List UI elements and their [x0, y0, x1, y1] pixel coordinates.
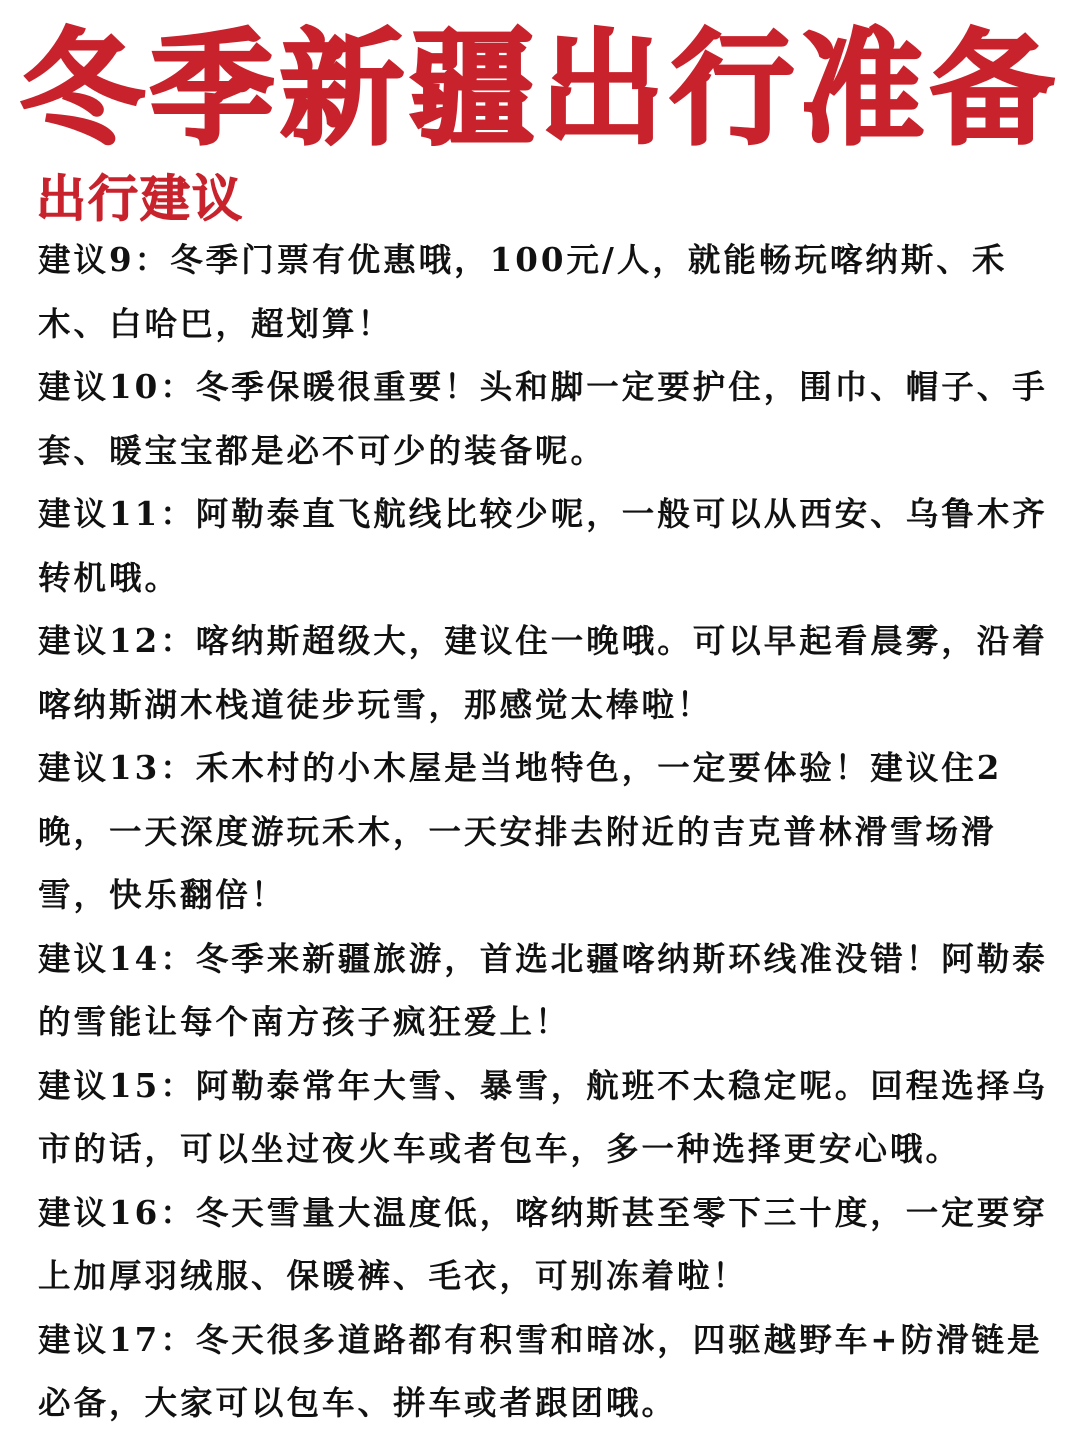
section-heading: 出行建议: [36, 169, 244, 228]
tip-item: 建议16：冬天雪量大温度低，喀纳斯甚至零下三十度，一定要穿上加厚羽绒服、保暖裤、毛衣，可别冻着啦！: [38, 1192, 1048, 1295]
tip-item: 建议13：禾木村的小木屋是当地特色，一定要体验！建议住2晚，一天深度游玩禾木，一天安排去附近的吉克普林滑雪场滑雪，快乐翻倍！: [38, 748, 1003, 914]
tip-item: 建议14：冬季来新疆旅游，首选北疆喀纳斯环线准没错！阿勒泰的雪能让每个南方孩子疯狂爱上！: [38, 938, 1048, 1041]
tip-item: 建议15：阿勒泰常年大雪、暴雪，航班不太稳定呢。回程选择乌市的话，可以坐过夜火车或者包车，多一种选择更安心哦。: [38, 1065, 1048, 1168]
tip-item: 建议11：阿勒泰直飞航线比较少呢，一般可以从西安、乌鲁木齐转机哦。: [38, 494, 1048, 597]
tip-item: 建议17：冬天很多道路都有积雪和暗冰，四驱越野车+防滑链是必备，大家可以包车、拼车或者跟团哦。: [38, 1319, 1043, 1422]
tips-list: [38, 228, 1050, 1435]
page-title: 冬季新疆出行准备: [19, 17, 1060, 162]
tip-item: 建议12：喀纳斯超级大，建议住一晚哦。可以早起看晨雾，沿着喀纳斯湖木栈道徒步玩雪，那感觉太棒啦！: [38, 621, 1048, 724]
tip-item: 建议9：冬季门票有优惠哦，100元/人，就能畅玩喀纳斯、禾木、白哈巴，超划算！: [38, 240, 1008, 343]
tip-item: 建议10：冬季保暖很重要！头和脚一定要护住，围巾、帽子、手套、暖宝宝都是必不可少的装备呢。: [38, 367, 1048, 470]
